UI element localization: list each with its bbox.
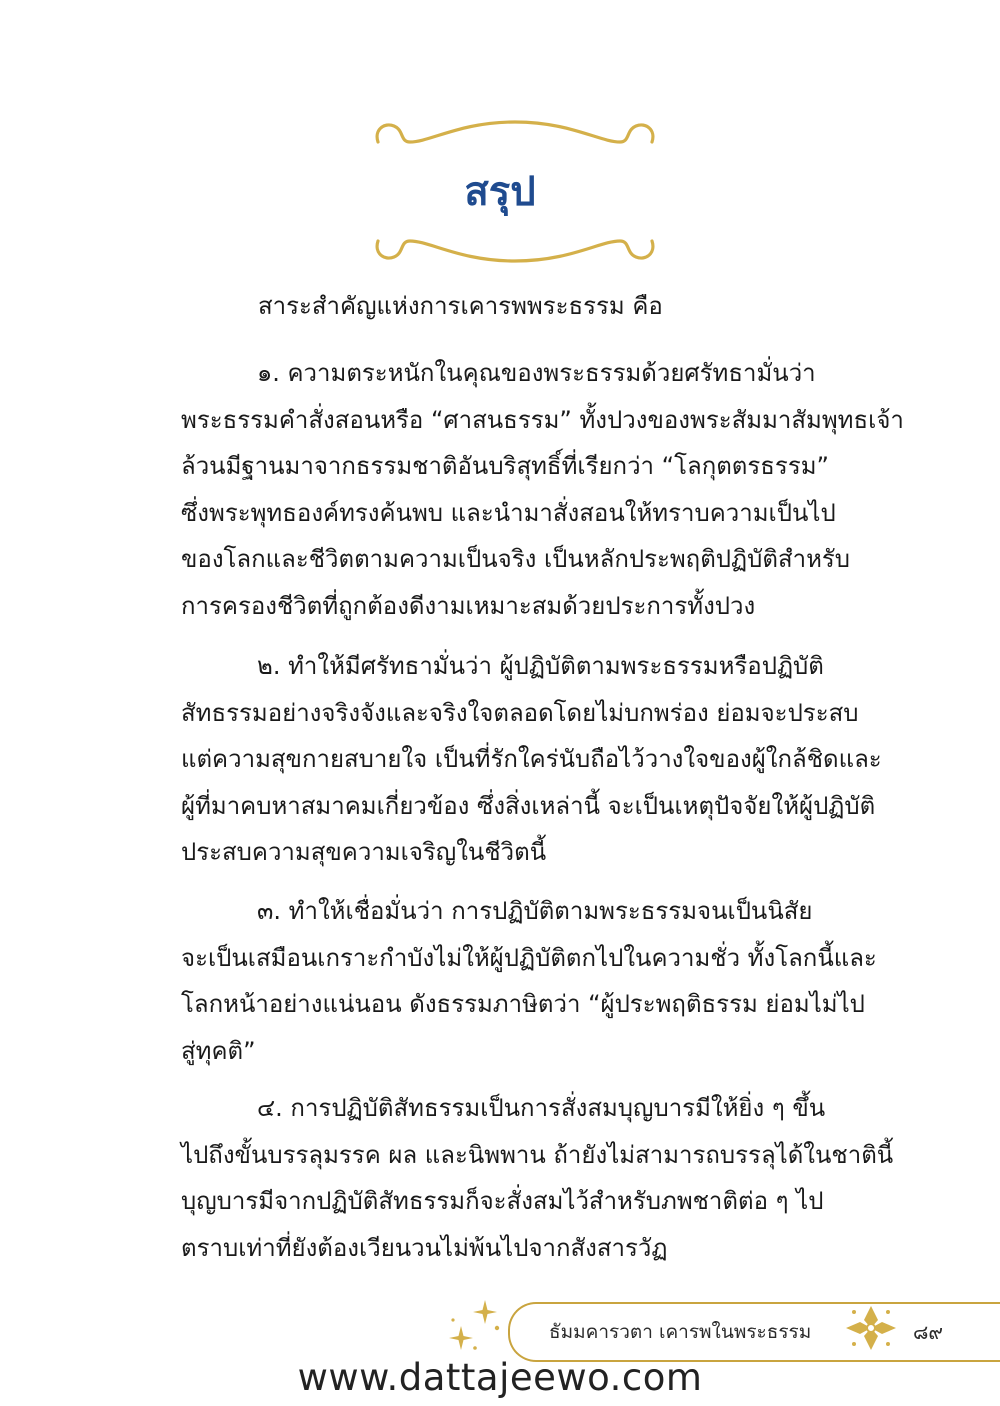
website-url: www.dattajeewo.com	[297, 1356, 703, 1399]
paragraph-line: แต่ความสุขกายสบายใจ เป็นที่รักใคร่นับถือไว้วางใจของผู้ใกล้ชิดและ	[181, 745, 882, 773]
footer-book-title: ธัมมคารวตา เคารพในพระธรรม	[549, 1321, 812, 1343]
paragraph-3	[181, 888, 877, 1074]
paragraph-1	[181, 350, 904, 629]
paragraph-line: ซึ่งพระพุทธองค์ทรงค้นพบ และนำมาสั่งสอนให้ทราบความเป็นไป	[181, 498, 836, 527]
paragraph-line: สู่ทุคติ”	[181, 1036, 256, 1065]
paragraph-line: บุญบารมีจากปฏิบัติสัทธรรมก็จะสั่งสมไว้สำหรับภพชาติต่อ ๆ ไป	[181, 1187, 824, 1215]
paragraph-line: สัทธรรมอย่างจริงจังและจริงใจตลอดโดยไม่บกพร่อง ย่อมจะประสบ	[181, 698, 859, 727]
page-title: สรุป	[464, 169, 536, 215]
paragraph-line: ของโลกและชีวิตตามความเป็นจริง เป็นหลักประพฤติปฏิบัติสำหรับ	[181, 545, 851, 573]
paragraph-line: โลกหน้าอย่างแน่นอน ดังธรรมภาษิตว่า “ผู้ประพฤติธรรม ย่อมไม่ไป	[181, 990, 865, 1018]
paragraph-line: ๓. ทำให้เชื่อมั่นว่า การปฏิบัติตามพระธรรมจนเป็นนิสัย	[257, 897, 813, 925]
paragraph-line: ๔. การปฏิบัติสัทธรรมเป็นการสั่งสมบุญบารมีให้ยิ่ง ๆ ขึ้น	[257, 1094, 826, 1122]
paragraph-line: ล้วนมีฐานมาจากธรรมชาติอันบริสุทธิ์ที่เรียกว่า “โลกุตตรธรรม”	[181, 452, 829, 480]
paragraph-4	[181, 1085, 894, 1271]
paragraph-line: การครองชีวิตที่ถูกต้องดีงามเหมาะสมด้วยประการทั้งปวง	[181, 591, 756, 620]
paragraph-line: ประสบความสุขความเจริญในชีวิตนี้	[181, 838, 547, 866]
page-number: ๘๙	[913, 1320, 944, 1344]
paragraph-line: พระธรรมคำสั่งสอนหรือ “ศาสนธรรม” ทั้งปวงของพระสัมมาสัมพุทธเจ้า	[181, 405, 904, 434]
gold-floral-diamond-icon	[842, 1302, 900, 1354]
paragraph-line: ผู้ที่มาคบหาสมาคมเกี่ยวข้อง ซึ่งสิ่งเหล่านี้ จะเป็นเหตุปัจจัยให้ผู้ปฏิบัติ	[181, 791, 876, 820]
gold-sparkle-icon	[445, 1298, 505, 1356]
paragraph-line: ไปถึงขั้นบรรลุมรรค ผล และนิพพาน ถ้ายังไม่สามารถบรรลุได้ในชาตินี้	[181, 1140, 894, 1169]
paragraph-2	[181, 643, 882, 876]
top-scroll-ornament-icon	[370, 108, 660, 168]
paragraph-line: ตราบเท่าที่ยังต้องเวียนวนไม่พ้นไปจากสังสารวัฏ	[181, 1233, 668, 1262]
paragraph-line: ๑. ความตระหนักในคุณของพระธรรมด้วยศรัทธามั่นว่า	[257, 359, 816, 387]
paragraph-line: ๒. ทำให้มีศรัทธามั่นว่า ผู้ปฏิบัติตามพระธรรมหรือปฏิบัติ	[257, 652, 824, 680]
intro-text: สาระสำคัญแห่งการเคารพพระธรรม คือ	[258, 292, 663, 320]
paragraph-line: จะเป็นเสมือนเกราะกำบังไม่ให้ผู้ปฏิบัติตกไปในความชั่ว ทั้งโลกนี้และ	[181, 943, 877, 972]
bottom-scroll-ornament-icon	[370, 215, 660, 275]
